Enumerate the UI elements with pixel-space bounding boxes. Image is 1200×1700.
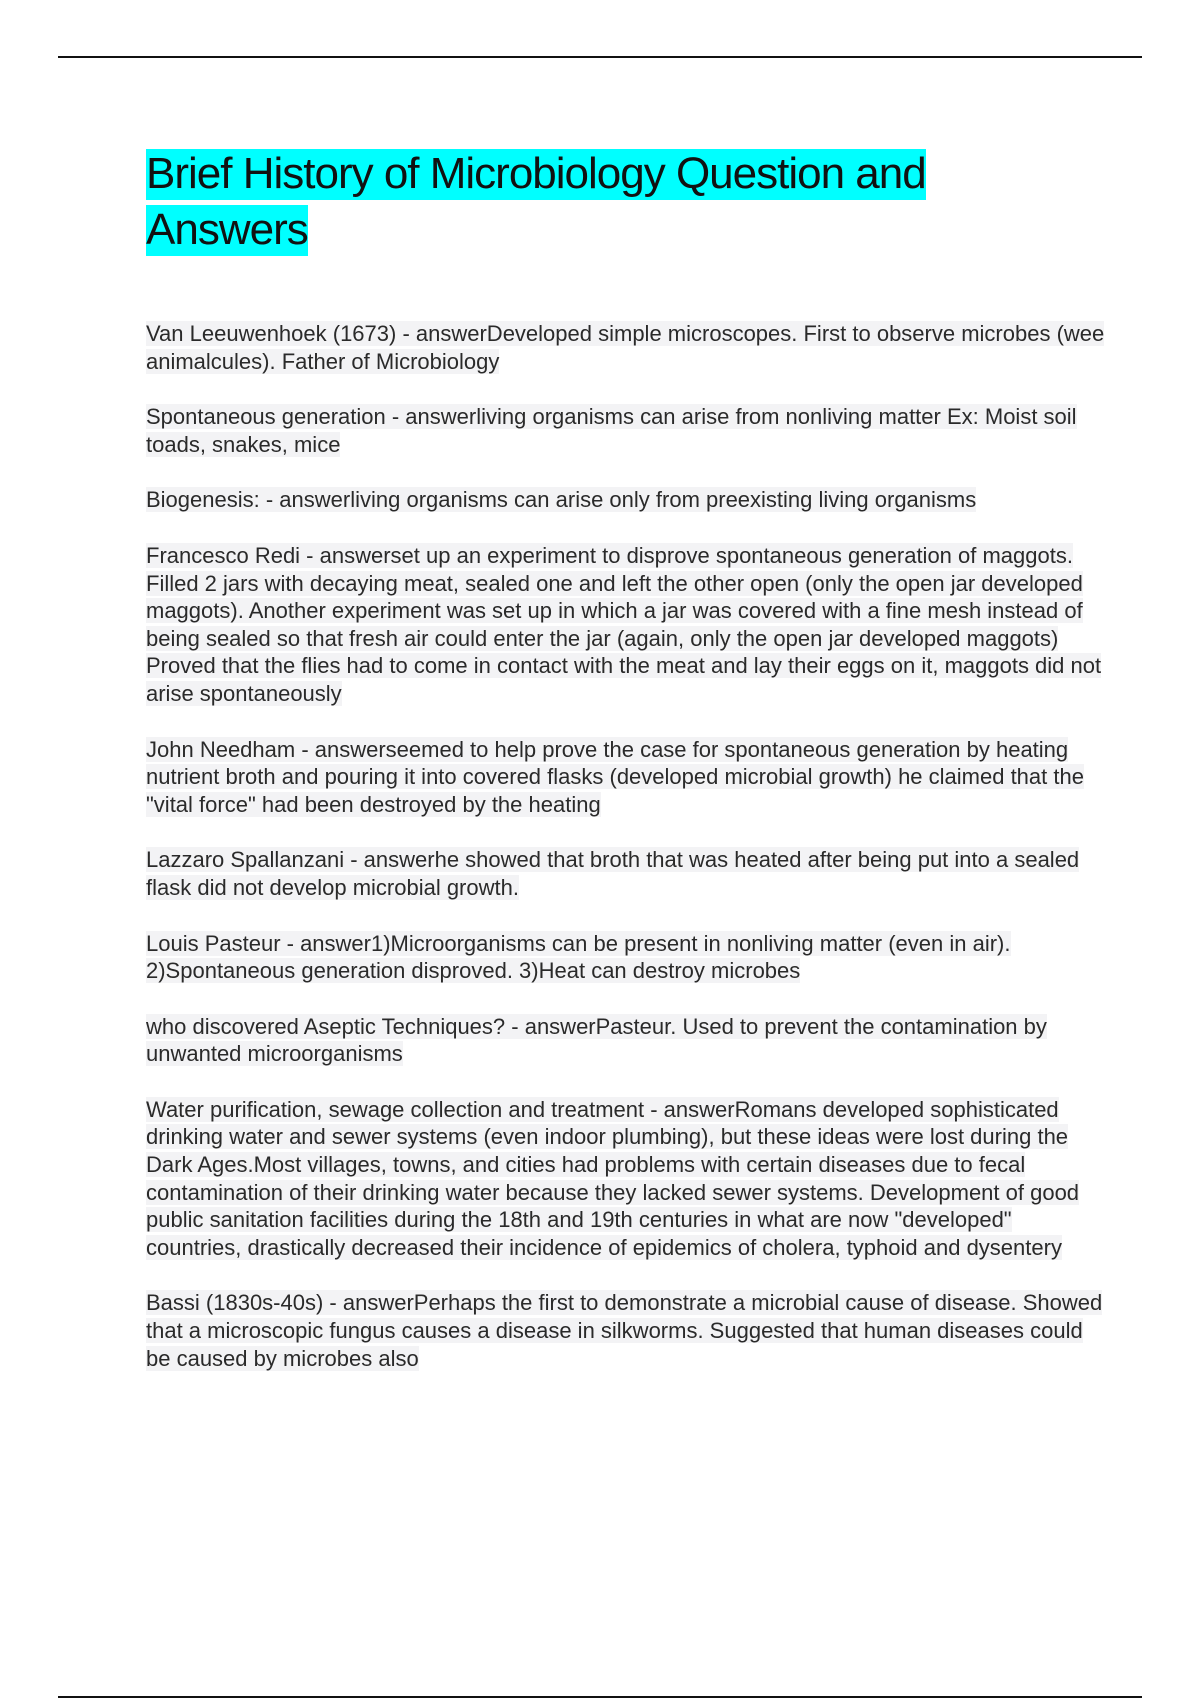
qa-entry bbox=[146, 403, 1106, 458]
qa-entry bbox=[146, 1096, 1106, 1262]
top-rule bbox=[58, 56, 1142, 58]
bottom-rule bbox=[58, 1696, 1142, 1698]
qa-entry bbox=[146, 320, 1106, 375]
qa-entry-text: who discovered Aseptic Techniques? - answerPasteur. Used to prevent the contamination by unwanted microorganisms bbox=[146, 1013, 1047, 1067]
qa-entry bbox=[146, 930, 1106, 985]
qa-entry bbox=[146, 736, 1106, 819]
qa-entry-text: Van Leeuwenhoek (1673) - answerDeveloped simple microscopes. First to observe microbes (wee animalcules). Father of Microbiology bbox=[146, 321, 1105, 374]
qa-entry-text: Spontaneous generation - answerliving organisms can arise from nonliving matter Ex: Moist soil toads, snakes, mice bbox=[146, 404, 1077, 457]
qa-entry-text: Louis Pasteur - answer1)Microorganisms can be present in nonliving matter (even in air). 2)Spontaneous generation disproved. 3)Heat can destroy microbes bbox=[146, 930, 1011, 984]
document-title-text: Brief History of Microbiology Question and Answers bbox=[146, 149, 926, 254]
qa-entry bbox=[146, 486, 1106, 514]
document-body bbox=[146, 146, 1106, 1400]
qa-entry bbox=[146, 1013, 1106, 1068]
qa-entry-text: Francesco Redi - answerset up an experiment to disprove spontaneous generation of maggots. Filled 2 jars with decaying meat, sealed one and left the other open (only the open jar developed maggots). Another experiment was set up in which a jar was covered with a fine mesh instead of being sealed so that fresh air could enter the jar (again, only the open jar developed maggots) Proved that the flies had to come in contact with the meat and lay their eggs on it, maggots did not arise spontaneously bbox=[146, 542, 1102, 706]
qa-entry bbox=[146, 542, 1106, 708]
document-title bbox=[146, 146, 976, 258]
qa-entry-text: Biogenesis: - answerliving organisms can arise only from preexisting living organisms bbox=[146, 487, 977, 513]
qa-entry-text: Water purification, sewage collection and treatment - answerRomans developed sophisticated drinking water and sewer systems (even indoor plumbing), but these ideas were lost during the Dark Ages.Most villages, towns, and cities had problems with certain diseases due to fecal contamination of their drinking water because they lacked sewer systems. Development of good public sanitation facilities during the 18th and 19th centuries in what are now "developed" countries, drastically decreased their incidence of epidemics of cholera, typhoid and dysentery bbox=[146, 1096, 1080, 1260]
qa-entry bbox=[146, 1289, 1106, 1372]
qa-entry-text: Bassi (1830s-40s) - answerPerhaps the first to demonstrate a microbial cause of disease. Showed that a microscopic fungus causes a disease in silkworms. Suggested that human diseases could be caused by microbes also bbox=[146, 1290, 1103, 1371]
qa-entry-text: John Needham - answerseemed to help prove the case for spontaneous generation by heating nutrient broth and pouring it into covered flasks (developed microbial growth) he claimed that the "vital force" had been destroyed by the heating bbox=[146, 736, 1084, 817]
qa-entry bbox=[146, 846, 1106, 901]
qa-entry-text: Lazzaro Spallanzani - answerhe showed that broth that was heated after being put into a sealed flask did not develop microbial growth. bbox=[146, 847, 1080, 900]
